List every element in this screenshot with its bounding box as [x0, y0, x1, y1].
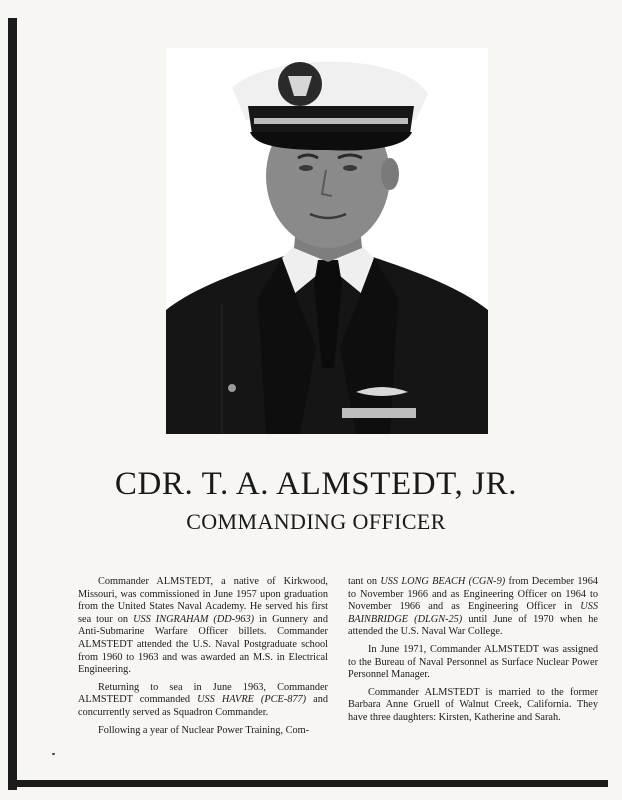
ribbon-bar [342, 408, 416, 418]
bio-paragraph: Returning to sea in June 1963, Commander ALMSTEDT commanded USS HAVRE (PCE-877) and concurrently served as Squadron Commander. [78, 681, 328, 718]
lapel-pin [228, 384, 236, 392]
bio-paragraph: In June 1971, Commander ALMSTEDT was assigned to the Bureau of Naval Personnel as Surface Nuclear Power Personnel Manager. [348, 643, 598, 681]
cap-chin-strap [254, 118, 408, 124]
ship-name: USS INGRAHAM (DD-963) [133, 613, 255, 625]
bio-paragraph: tant on USS LONG BEACH (CGN-9) from December 1964 to November 1966 and as Engineering Officer on 1964 to November 1966 and as Engineering Officer in USS BAINBRIDGE (DLGN-25) until June of 1970 when he attended the U.S. Naval War College. [348, 576, 599, 638]
officer-portrait [166, 48, 488, 434]
ship-name: USS HAVRE (PCE-877) [197, 694, 307, 706]
ear [381, 158, 399, 190]
print-speck [52, 753, 55, 755]
bottom-border-rule [8, 780, 608, 787]
right-eye [343, 165, 357, 171]
bio-paragraph: Commander ALMSTEDT is married to the former Barbara Anne Gruell of Walnut Creek, California. They have three daughters: Kirsten, Katherine and Sarah. [348, 686, 598, 723]
officer-name: CDR. T. A. ALMSTEDT, JR. [114, 466, 518, 502]
left-eye [299, 165, 313, 171]
bio-column-left [78, 576, 328, 742]
bio-paragraph: Commander ALMSTEDT, a native of Kirkwood, Missouri, was commissioned in June 1957 upon graduation from the United States Naval Academy. He served his first sea tour on USS INGRAHAM (DD-963) in Gunnery and Anti-Submarine Warfare Officer billets. Commander ALMSTEDT attended the U.S. Naval Postgraduate school from 1960 to 1963 and was awarded an M.S. in Electrical Engineering. [78, 576, 328, 676]
bio-column-right [348, 576, 598, 730]
ship-name: USS BAINBRIDGE (DLGN-25) [348, 601, 598, 625]
left-border-rule [8, 18, 17, 790]
ship-name: USS LONG BEACH (CGN-9) [380, 576, 506, 587]
officer-title: COMMANDING OFFICER [186, 509, 446, 534]
bio-paragraph: Following a year of Nuclear Power Training, Com- [98, 724, 310, 736]
